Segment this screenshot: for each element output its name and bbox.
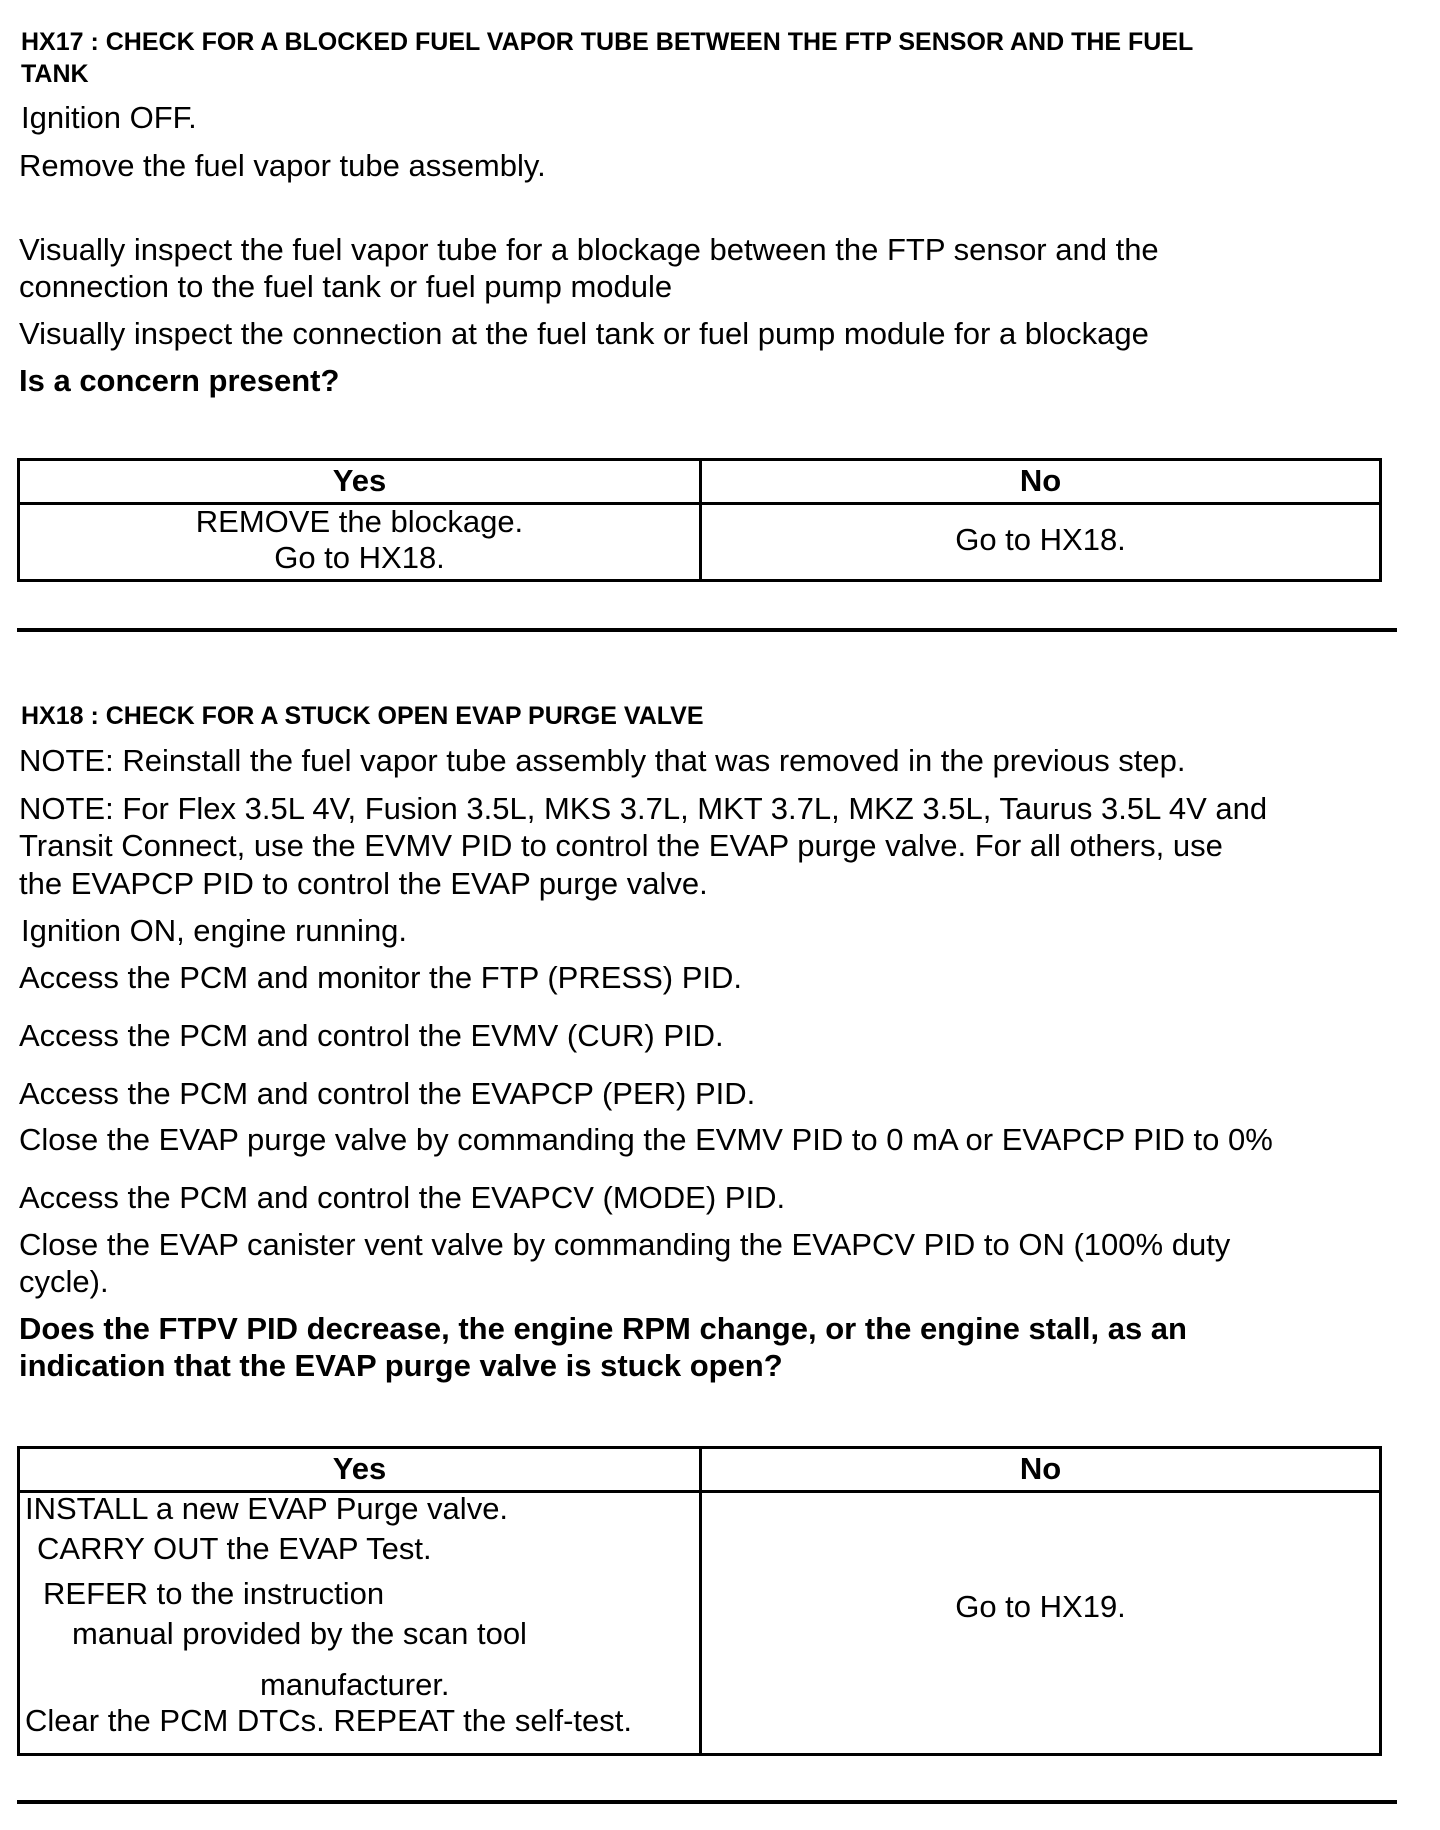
hx17-step: connection to the fuel tank or fuel pump module [19,269,673,304]
yes-cell-line: CARRY OUT the EVAP Test. [37,1531,432,1566]
yes-cell-line: Go to HX18. [274,540,445,575]
yes-cell-line: manufacturer. [260,1667,450,1702]
yes-cell-line: REFER to the instruction [43,1576,385,1611]
hx18-step: Access the PCM and control the EVAPCP (PER) PID. [19,1076,756,1111]
yes-cell-line: Clear the PCM DTCs. REPEAT the self-test. [25,1703,632,1738]
hx18-step: NOTE: Reinstall the fuel vapor tube assembly that was removed in the previous step. [19,743,1186,778]
no-cell-text: Go to HX19. [955,1589,1126,1624]
hx17-heading-line1: HX17 : CHECK FOR A BLOCKED FUEL VAPOR TUBE BETWEEN THE FTP SENSOR AND THE FUEL [21,28,1194,56]
hx17-step: Visually inspect the connection at the fuel tank or fuel pump module for a blockage [19,316,1149,351]
hx18-decision-table [17,1446,1382,1756]
no-column-header: No [1019,1451,1062,1486]
hx18-step: Close the EVAP canister vent valve by commanding the EVAPCV PID to ON (100% duty [19,1227,1231,1262]
hx17-decision-table [17,458,1382,582]
yes-cell-line: INSTALL a new EVAP Purge valve. [25,1491,509,1526]
hx17-step: Ignition OFF. [21,100,197,135]
hx18-step: Close the EVAP purge valve by commanding the EVMV PID to 0 mA or EVAPCP PID to 0% [19,1122,1273,1157]
yes-cell-line: manual provided by the scan tool [72,1616,527,1651]
hx18-step: Ignition ON, engine running. [21,913,408,948]
hx18-question-line2: indication that the EVAP purge valve is stuck open? [19,1348,783,1383]
hx18-step: Access the PCM and monitor the FTP (PRESS) PID. [19,960,743,995]
hx18-heading: HX18 : CHECK FOR A STUCK OPEN EVAP PURGE VALVE [21,702,704,730]
hx18-step: cycle). [19,1264,109,1299]
yes-column-header: Yes [332,463,387,498]
hx17-question: Is a concern present? [19,363,340,398]
section-divider [17,1800,1397,1804]
hx18-step: Access the PCM and control the EVMV (CUR) PID. [19,1018,724,1053]
hx17-step: Visually inspect the fuel vapor tube for a blockage between the FTP sensor and the [19,232,1159,267]
hx18-question-line1: Does the FTPV PID decrease, the engine RPM change, or the engine stall, as an [19,1311,1187,1346]
hx18-step: NOTE: For Flex 3.5L 4V, Fusion 3.5L, MKS 3.7L, MKT 3.7L, MKZ 3.5L, Taurus 3.5L 4V and [19,791,1268,826]
yes-cell-line: REMOVE the blockage. [195,504,524,539]
hx17-heading-line2: TANK [21,60,89,88]
section-divider [17,628,1397,632]
no-column-header: No [1019,463,1062,498]
no-cell-text: Go to HX18. [955,522,1126,557]
hx18-step: the EVAPCP PID to control the EVAP purge valve. [19,866,708,901]
yes-column-header: Yes [332,1451,387,1486]
hx18-step: Transit Connect, use the EVMV PID to control the EVAP purge valve. For all others, use [19,828,1223,863]
hx17-step: Remove the fuel vapor tube assembly. [19,148,546,183]
hx18-step: Access the PCM and control the EVAPCV (MODE) PID. [19,1180,786,1215]
